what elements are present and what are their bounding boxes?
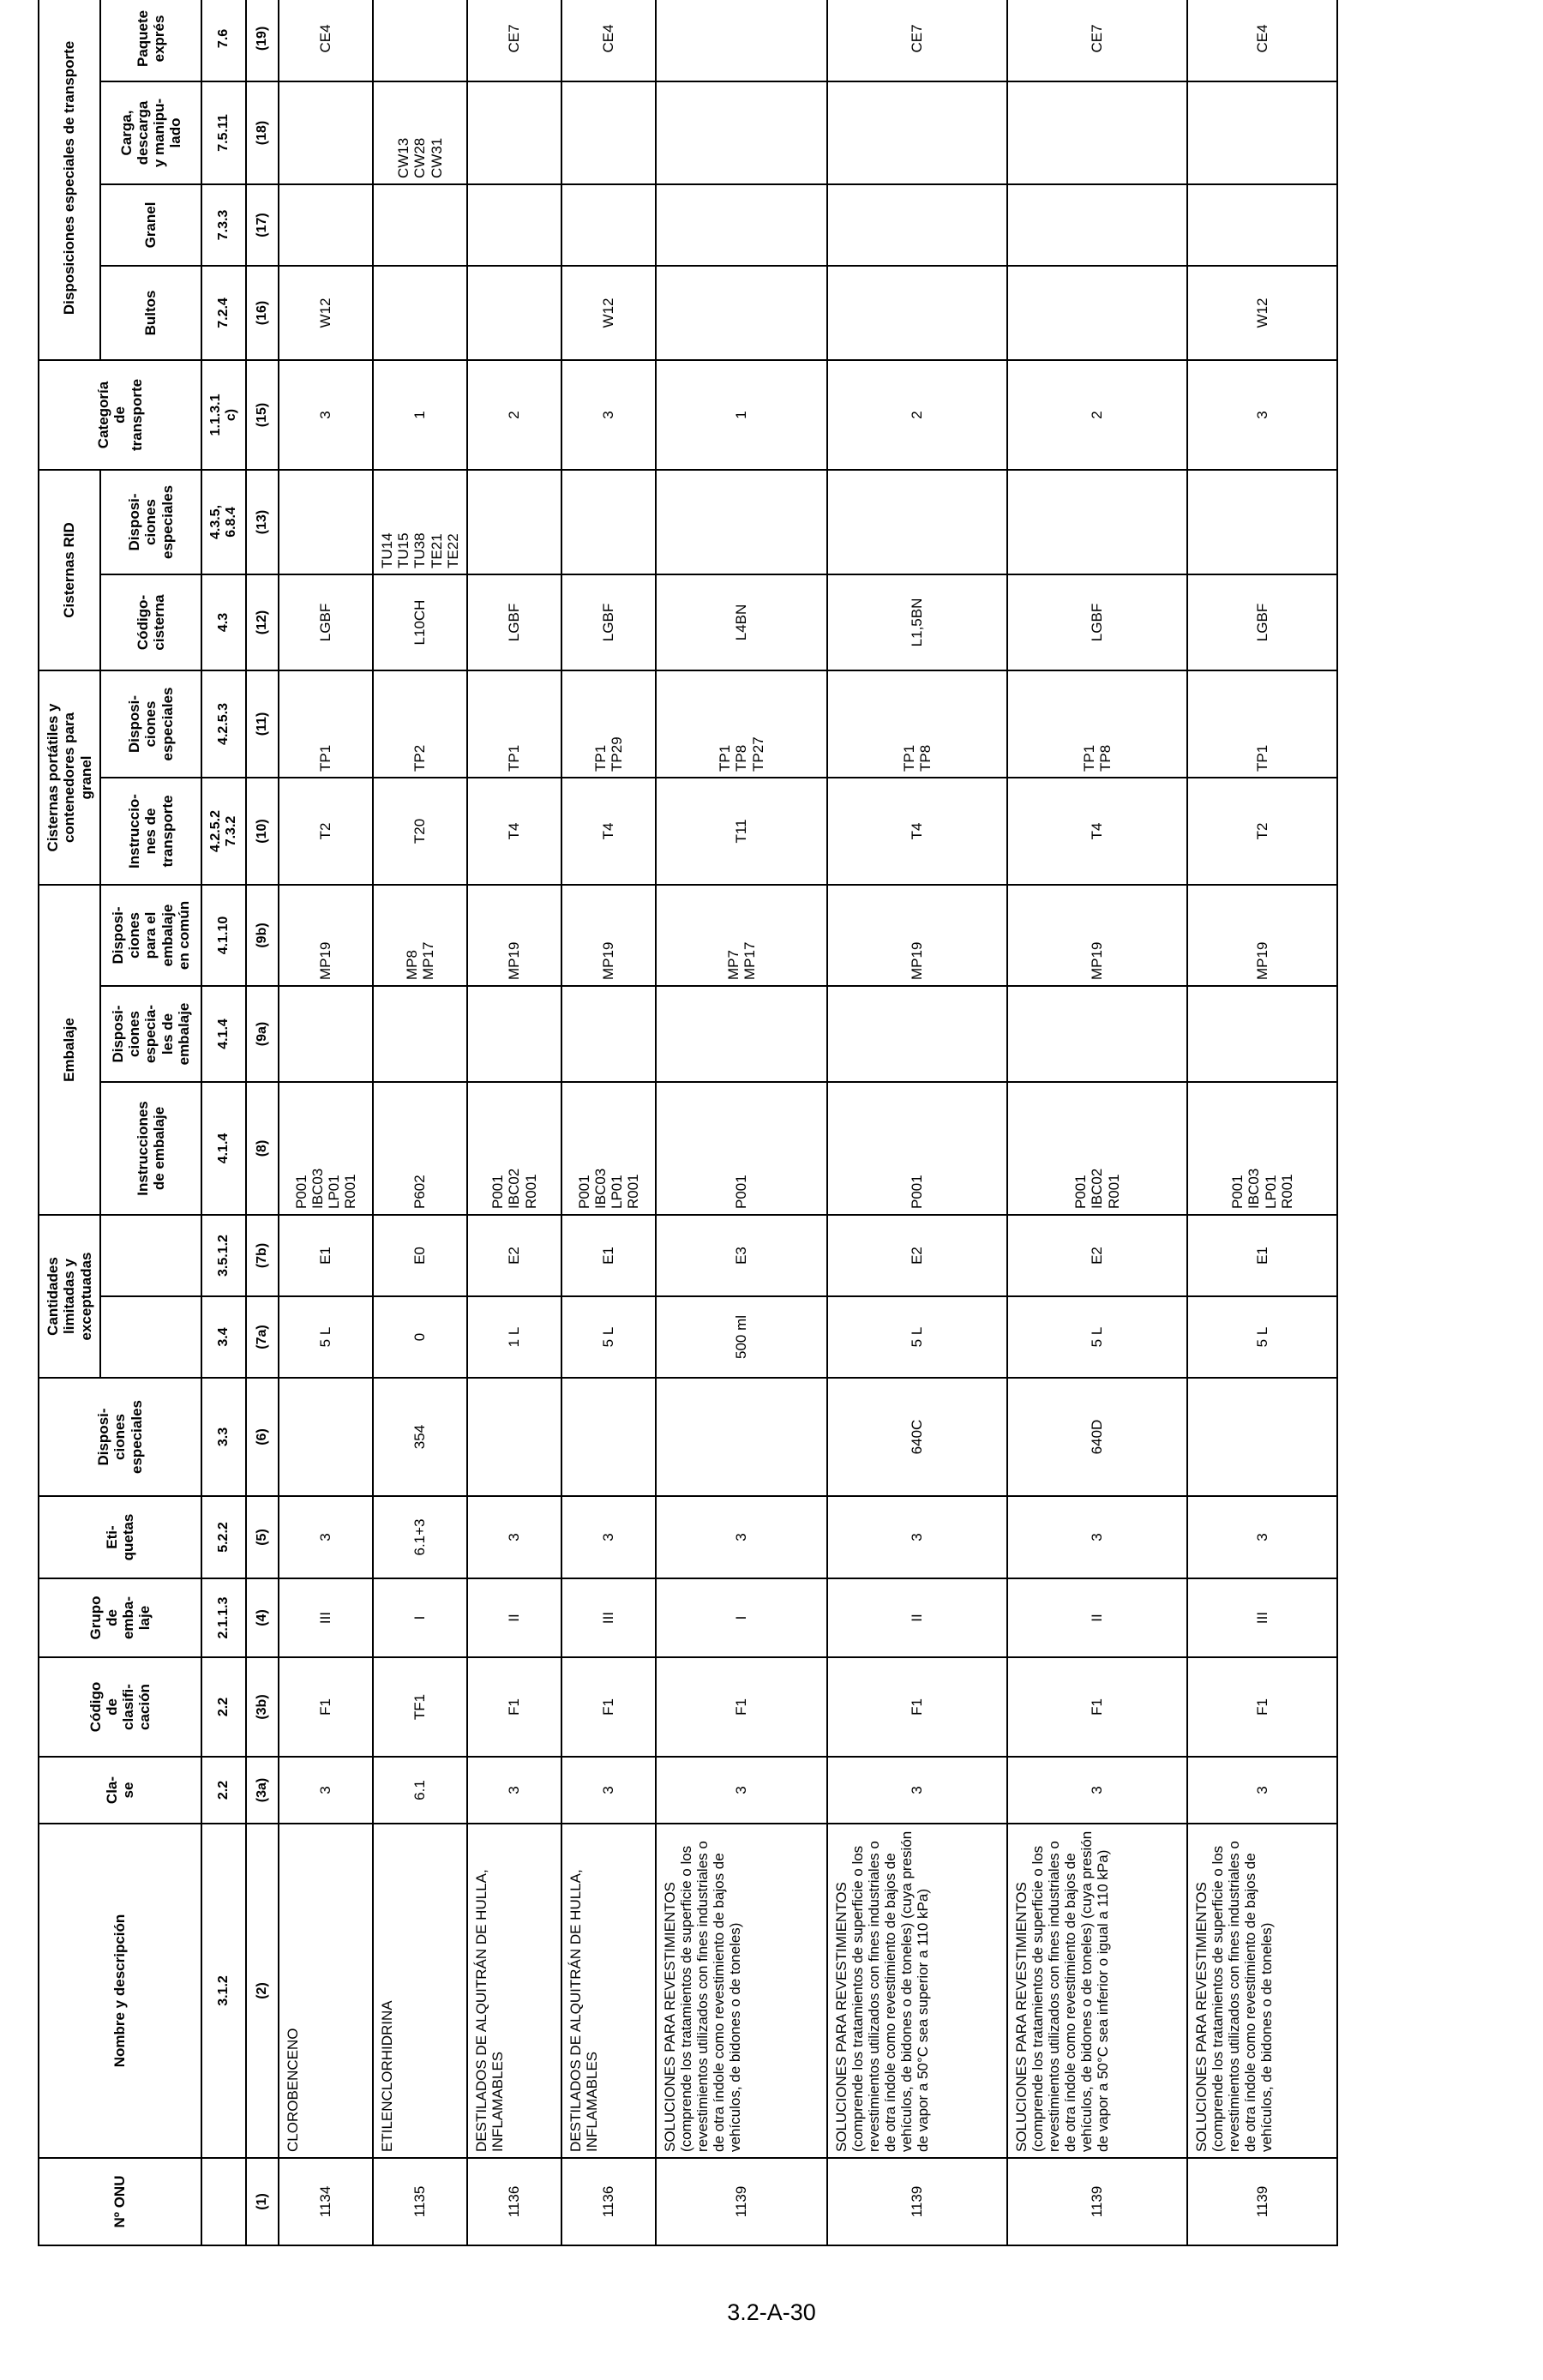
table-cell: MP19 (561, 885, 656, 986)
table-cell: W12 (1187, 266, 1337, 360)
table-cell: LGBF (279, 574, 373, 670)
table-cell: III (279, 1578, 373, 1657)
table-cell (1187, 470, 1337, 574)
table-cell (656, 81, 827, 184)
table-cell (656, 184, 827, 266)
table-cell (279, 81, 373, 184)
table-cell: T20 (373, 778, 467, 885)
header-packaging: Embalaje (39, 885, 100, 1215)
ref-cell: 2.2 (201, 1657, 246, 1757)
header-tank-code: Código- cisterna (100, 574, 201, 670)
header-special-provisions: Disposi- ciones especiales (39, 1378, 201, 1496)
table-cell: I (656, 1578, 827, 1657)
column-index-cell: (16) (246, 266, 279, 360)
header-tank-special: Disposi- ciones especiales (100, 670, 201, 778)
table-body (279, 0, 1337, 2245)
table-cell: III (1187, 1578, 1337, 1657)
column-index-cell: (12) (246, 574, 279, 670)
table-cell: 3 (561, 1757, 656, 1824)
header-loading: Carga, descarga y manipu- lado (100, 81, 201, 184)
table-cell: MP8 MP17 (373, 885, 467, 986)
table-cell: E1 (561, 1215, 656, 1296)
column-index-cell: (6) (246, 1378, 279, 1496)
table-cell: TP1 TP8 (1007, 670, 1187, 778)
table-cell: MP19 (1007, 885, 1187, 986)
table-cell: 3 (656, 1757, 827, 1824)
table-cell (656, 0, 827, 81)
column-index-cell: (9b) (246, 885, 279, 986)
table-cell (827, 266, 1007, 360)
table-cell (1007, 266, 1187, 360)
table-cell: 354 (373, 1378, 467, 1496)
table-cell (561, 81, 656, 184)
table-cell: P001 (656, 1082, 827, 1215)
table-cell: 3 (827, 1757, 1007, 1824)
table-cell: MP19 (827, 885, 1007, 986)
table-cell: 640C (827, 1378, 1007, 1496)
column-index-cell: (7a) (246, 1296, 279, 1378)
ref-cell: 3.1.2 (201, 1824, 246, 2158)
ref-cell: 1.1.3.1 c) (201, 360, 246, 470)
table-cell: LGBF (561, 574, 656, 670)
column-index-cell: (2) (246, 1824, 279, 2158)
table-cell: 5 L (561, 1296, 656, 1378)
reference-row (201, 0, 246, 2245)
table-cell: 3 (1187, 1757, 1337, 1824)
table-cell (467, 266, 561, 360)
header-express: Paquete exprés (100, 0, 201, 81)
header-rid-special: Disposi- ciones especiales (100, 470, 201, 574)
ref-cell: 4.1.10 (201, 885, 246, 986)
ref-cell: 7.3.3 (201, 184, 246, 266)
table-cell: T2 (1187, 778, 1337, 885)
table-cell: I (373, 1578, 467, 1657)
table-cell: 3 (827, 1496, 1007, 1578)
table-cell: P001 IBC03 LP01 R001 (1187, 1082, 1337, 1215)
table-row (656, 0, 827, 2245)
table-cell (656, 1378, 827, 1496)
header-tank-instructions: Instruccio- nes de transporte (100, 778, 201, 885)
header-transport-category: Categoría de transporte (39, 360, 201, 470)
table-cell: W12 (279, 266, 373, 360)
table-cell: P001 IBC02 R001 (1007, 1082, 1187, 1215)
name-cell: SOLUCIONES PARA REVESTIMIENTOS (comprende los tratamientos de superficie o los revestimientos utilizados con fines industriales o de otra índole como revestimiento de bajos de vehículos, de bidones o de toneles) (cuya presión de vapor a 50°C sea inferior o igual a 110 kPa) (1007, 1824, 1187, 2158)
table-cell: E3 (656, 1215, 827, 1296)
table-cell: III (561, 1578, 656, 1657)
table-cell (1007, 986, 1187, 1082)
table-cell: P001 IBC03 LP01 R001 (279, 1082, 373, 1215)
name-cell: DESTILADOS DE ALQUITRÁN DE HULLA, INFLAMABLES (561, 1824, 656, 2158)
table-cell (827, 470, 1007, 574)
table-cell: F1 (467, 1657, 561, 1757)
table-cell (279, 470, 373, 574)
table-cell (373, 184, 467, 266)
table-cell: 5 L (1007, 1296, 1187, 1378)
un-number-cell: 1139 (656, 2158, 827, 2245)
table-cell (561, 986, 656, 1082)
table-cell: LGBF (1187, 574, 1337, 670)
column-index-cell: (8) (246, 1082, 279, 1215)
table-cell: F1 (1187, 1657, 1337, 1757)
table-cell: P001 IBC03 LP01 R001 (561, 1082, 656, 1215)
table-cell (1187, 1378, 1337, 1496)
rotated-table-wrapper (38, 9, 1330, 2246)
table-row (279, 0, 373, 2245)
ref-cell: 2.1.1.3 (201, 1578, 246, 1657)
table-cell: 6.1 (373, 1757, 467, 1824)
table-cell: T4 (827, 778, 1007, 885)
column-index-cell: (15) (246, 360, 279, 470)
table-row (1007, 0, 1187, 2245)
table-cell: 3 (279, 1496, 373, 1578)
table-cell: 1 L (467, 1296, 561, 1378)
name-cell: SOLUCIONES PARA REVESTIMIENTOS (comprende los tratamientos de superficie o los revestimientos utilizados con fines industriales o de otra índole como revestimiento de bajos de vehículos, de bidones o de toneles) (656, 1824, 827, 2158)
table-cell: T4 (1007, 778, 1187, 885)
ref-cell: 4.3 (201, 574, 246, 670)
table-cell: 5 L (1187, 1296, 1337, 1378)
ref-cell: 4.1.4 (201, 1082, 246, 1215)
table-cell (279, 986, 373, 1082)
table-cell: CW13 CW28 CW31 (373, 81, 467, 184)
ref-cell: 4.1.4 (201, 986, 246, 1082)
table-cell (1187, 81, 1337, 184)
ref-cell: 3.4 (201, 1296, 246, 1378)
header-packing-instructions: Instrucciones de embalaje (100, 1082, 201, 1215)
table-cell (279, 184, 373, 266)
table-cell: 3 (467, 1757, 561, 1824)
table-cell: CE4 (279, 0, 373, 81)
header-bulk: Granel (100, 184, 201, 266)
table-cell: 3 (279, 1757, 373, 1824)
column-index-cell: (3b) (246, 1657, 279, 1757)
table-cell (467, 470, 561, 574)
header-mixed-packing: Disposi- ciones para el embalaje en común (100, 885, 201, 986)
column-index-cell: (3a) (246, 1757, 279, 1824)
table-row (373, 0, 467, 2245)
table-cell: 5 L (279, 1296, 373, 1378)
ref-cell: 7.6 (201, 0, 246, 81)
table-cell (827, 986, 1007, 1082)
table-cell: TP2 (373, 670, 467, 778)
table-cell: 2 (827, 360, 1007, 470)
header-limited-empty (100, 1296, 201, 1378)
column-index-cell: (4) (246, 1578, 279, 1657)
table-cell: TP1 TP8 TP27 (656, 670, 827, 778)
header-class: Cla- se (39, 1757, 201, 1824)
ref-cell: 5.2.2 (201, 1496, 246, 1578)
ref-cell: 4.2.5.3 (201, 670, 246, 778)
table-row (1187, 0, 1337, 2245)
table-cell: MP19 (1187, 885, 1337, 986)
table-cell: E1 (1187, 1215, 1337, 1296)
table-cell (656, 266, 827, 360)
table-cell: 5 L (827, 1296, 1007, 1378)
un-number-cell: 1135 (373, 2158, 467, 2245)
table-cell: CE4 (1187, 0, 1337, 81)
name-cell: SOLUCIONES PARA REVESTIMIENTOS (comprende los tratamientos de superficie o los revestimientos utilizados con fines industriales o de otra índole como revestimiento de bajos de vehículos, de bidones o de toneles) (cuya presión de vapor a 50°C sea superior a 110 kPa) (827, 1824, 1007, 2158)
name-cell: SOLUCIONES PARA REVESTIMIENTOS (comprende los tratamientos de superficie o los revestimientos utilizados con fines industriales o de otra índole como revestimiento de bajos de vehículos, de bidones o de toneles) (1187, 1824, 1337, 2158)
table-row (467, 0, 561, 2245)
table-cell (373, 266, 467, 360)
table-cell: TP1 (279, 670, 373, 778)
table-cell: F1 (827, 1657, 1007, 1757)
table-cell: F1 (1007, 1657, 1187, 1757)
header-packages: Bultos (100, 266, 201, 360)
table-cell (561, 1378, 656, 1496)
table-cell: E1 (279, 1215, 373, 1296)
table-cell: L1,5BN (827, 574, 1007, 670)
name-cell: CLOROBENCENO (279, 1824, 373, 2158)
table-cell: TF1 (373, 1657, 467, 1757)
page-number: 3.2-A-30 (727, 2299, 816, 2325)
table-cell: CE7 (827, 0, 1007, 81)
table-cell: E2 (1007, 1215, 1187, 1296)
table-cell: 6.1+3 (373, 1496, 467, 1578)
table-cell: L10CH (373, 574, 467, 670)
table-cell: 500 ml (656, 1296, 827, 1378)
table-cell: MP19 (467, 885, 561, 986)
table-cell: MP19 (279, 885, 373, 986)
table-cell (467, 184, 561, 266)
header-limited-quantities: Cantidades limitadas y exceptuadas (39, 1215, 100, 1378)
column-index-row (246, 0, 279, 2245)
column-index-cell: (18) (246, 81, 279, 184)
table-cell: CE7 (467, 0, 561, 81)
table-cell: 2 (467, 360, 561, 470)
table-cell (827, 184, 1007, 266)
table-cell: F1 (279, 1657, 373, 1757)
table-cell: E0 (373, 1215, 467, 1296)
table-cell: L4BN (656, 574, 827, 670)
table-cell (373, 986, 467, 1082)
table-cell: T4 (561, 778, 656, 885)
table-cell (467, 986, 561, 1082)
table-cell: CE4 (561, 0, 656, 81)
ref-cell: 3.5.1.2 (201, 1215, 246, 1296)
table-cell: T11 (656, 778, 827, 885)
dangerous-goods-table (38, 0, 1338, 2246)
column-index-cell: (19) (246, 0, 279, 81)
un-number-cell: 1139 (1007, 2158, 1187, 2245)
table-cell: II (1007, 1578, 1187, 1657)
table-cell: E2 (827, 1215, 1007, 1296)
table-cell: MP7 MP17 (656, 885, 827, 986)
table-cell: W12 (561, 266, 656, 360)
table-cell: 0 (373, 1296, 467, 1378)
table-cell (467, 1378, 561, 1496)
column-index-cell: (9a) (246, 986, 279, 1082)
table-cell (656, 470, 827, 574)
table-cell: P602 (373, 1082, 467, 1215)
ref-cell: 4.3.5, 6.8.4 (201, 470, 246, 574)
un-number-cell: 1136 (467, 2158, 561, 2245)
table-cell (1187, 184, 1337, 266)
header-rid-tanks: Cisternas RID (39, 470, 100, 670)
table-cell: 640D (1007, 1378, 1187, 1496)
table-cell: TU14 TU15 TU38 TE21 TE22 (373, 470, 467, 574)
table-cell (1007, 470, 1187, 574)
name-cell: DESTILADOS DE ALQUITRÁN DE HULLA, INFLAMABLES (467, 1824, 561, 2158)
table-cell: T4 (467, 778, 561, 885)
table-cell: TP1 TP8 (827, 670, 1007, 778)
column-index-cell: (11) (246, 670, 279, 778)
table-cell (561, 470, 656, 574)
ref-cell (201, 2158, 246, 2245)
table-cell (279, 1378, 373, 1496)
table-cell: 1 (656, 360, 827, 470)
table-cell: P001 (827, 1082, 1007, 1215)
table-cell (1007, 184, 1187, 266)
table-cell: P001 IBC02 R001 (467, 1082, 561, 1215)
table-cell: CE7 (1007, 0, 1187, 81)
column-index-cell: (10) (246, 778, 279, 885)
table-cell: 3 (1187, 1496, 1337, 1578)
table-cell: TP1 (467, 670, 561, 778)
table-cell: II (827, 1578, 1007, 1657)
column-index-cell: (1) (246, 2158, 279, 2245)
table-cell (1007, 81, 1187, 184)
table-cell: F1 (561, 1657, 656, 1757)
table-cell: LGBF (1007, 574, 1187, 670)
header-excepted-empty (100, 1215, 201, 1296)
table-cell: 3 (1187, 360, 1337, 470)
ref-cell: 7.2.4 (201, 266, 246, 360)
table-cell: 3 (1007, 1757, 1187, 1824)
un-number-cell: 1134 (279, 2158, 373, 2245)
table-cell (467, 81, 561, 184)
table-cell (561, 184, 656, 266)
header-transport-provisions: Disposiciones especiales de transporte (39, 0, 100, 360)
table-cell: 1 (373, 360, 467, 470)
table-cell: T2 (279, 778, 373, 885)
name-cell: ETILENCLORHIDRINA (373, 1824, 467, 2158)
table-cell: 3 (656, 1496, 827, 1578)
table-cell (1187, 986, 1337, 1082)
table-cell: 3 (467, 1496, 561, 1578)
header-name: Nombre y descripción (39, 1824, 201, 2158)
table-cell (827, 81, 1007, 184)
un-number-cell: 1139 (827, 2158, 1007, 2245)
table-cell: 3 (1007, 1496, 1187, 1578)
table-cell: TP1 TP29 (561, 670, 656, 778)
ref-cell: 2.2 (201, 1757, 246, 1824)
header-row-groups (39, 0, 100, 2245)
table-row (827, 0, 1007, 2245)
header-labels: Eti- quetas (39, 1496, 201, 1578)
table-cell: TP1 (1187, 670, 1337, 778)
ref-cell: 7.5.11 (201, 81, 246, 184)
un-number-cell: 1139 (1187, 2158, 1337, 2245)
ref-cell: 3.3 (201, 1378, 246, 1496)
table-cell: LGBF (467, 574, 561, 670)
header-special-packing: Disposi- ciones especia- les de embalaje (100, 986, 201, 1082)
column-index-cell: (5) (246, 1496, 279, 1578)
table-cell: 2 (1007, 360, 1187, 470)
table-cell: 3 (561, 1496, 656, 1578)
table-cell: F1 (656, 1657, 827, 1757)
column-index-cell: (17) (246, 184, 279, 266)
header-portable-tanks: Cisternas portátiles y contenedores para granel (39, 670, 100, 885)
header-classification-code: Código de clasifi- cación (39, 1657, 201, 1757)
ref-cell: 4.2.5.2 7.3.2 (201, 778, 246, 885)
header-un-number: Nº ONU (39, 2158, 201, 2245)
un-number-cell: 1136 (561, 2158, 656, 2245)
table-cell (656, 986, 827, 1082)
table-cell: E2 (467, 1215, 561, 1296)
table-cell: 3 (561, 360, 656, 470)
table-cell: 3 (279, 360, 373, 470)
column-index-cell: (7b) (246, 1215, 279, 1296)
column-index-cell: (13) (246, 470, 279, 574)
table-cell (373, 0, 467, 81)
table-row (561, 0, 656, 2245)
header-packing-group: Grupo de emba- laje (39, 1578, 201, 1657)
table-cell: II (467, 1578, 561, 1657)
